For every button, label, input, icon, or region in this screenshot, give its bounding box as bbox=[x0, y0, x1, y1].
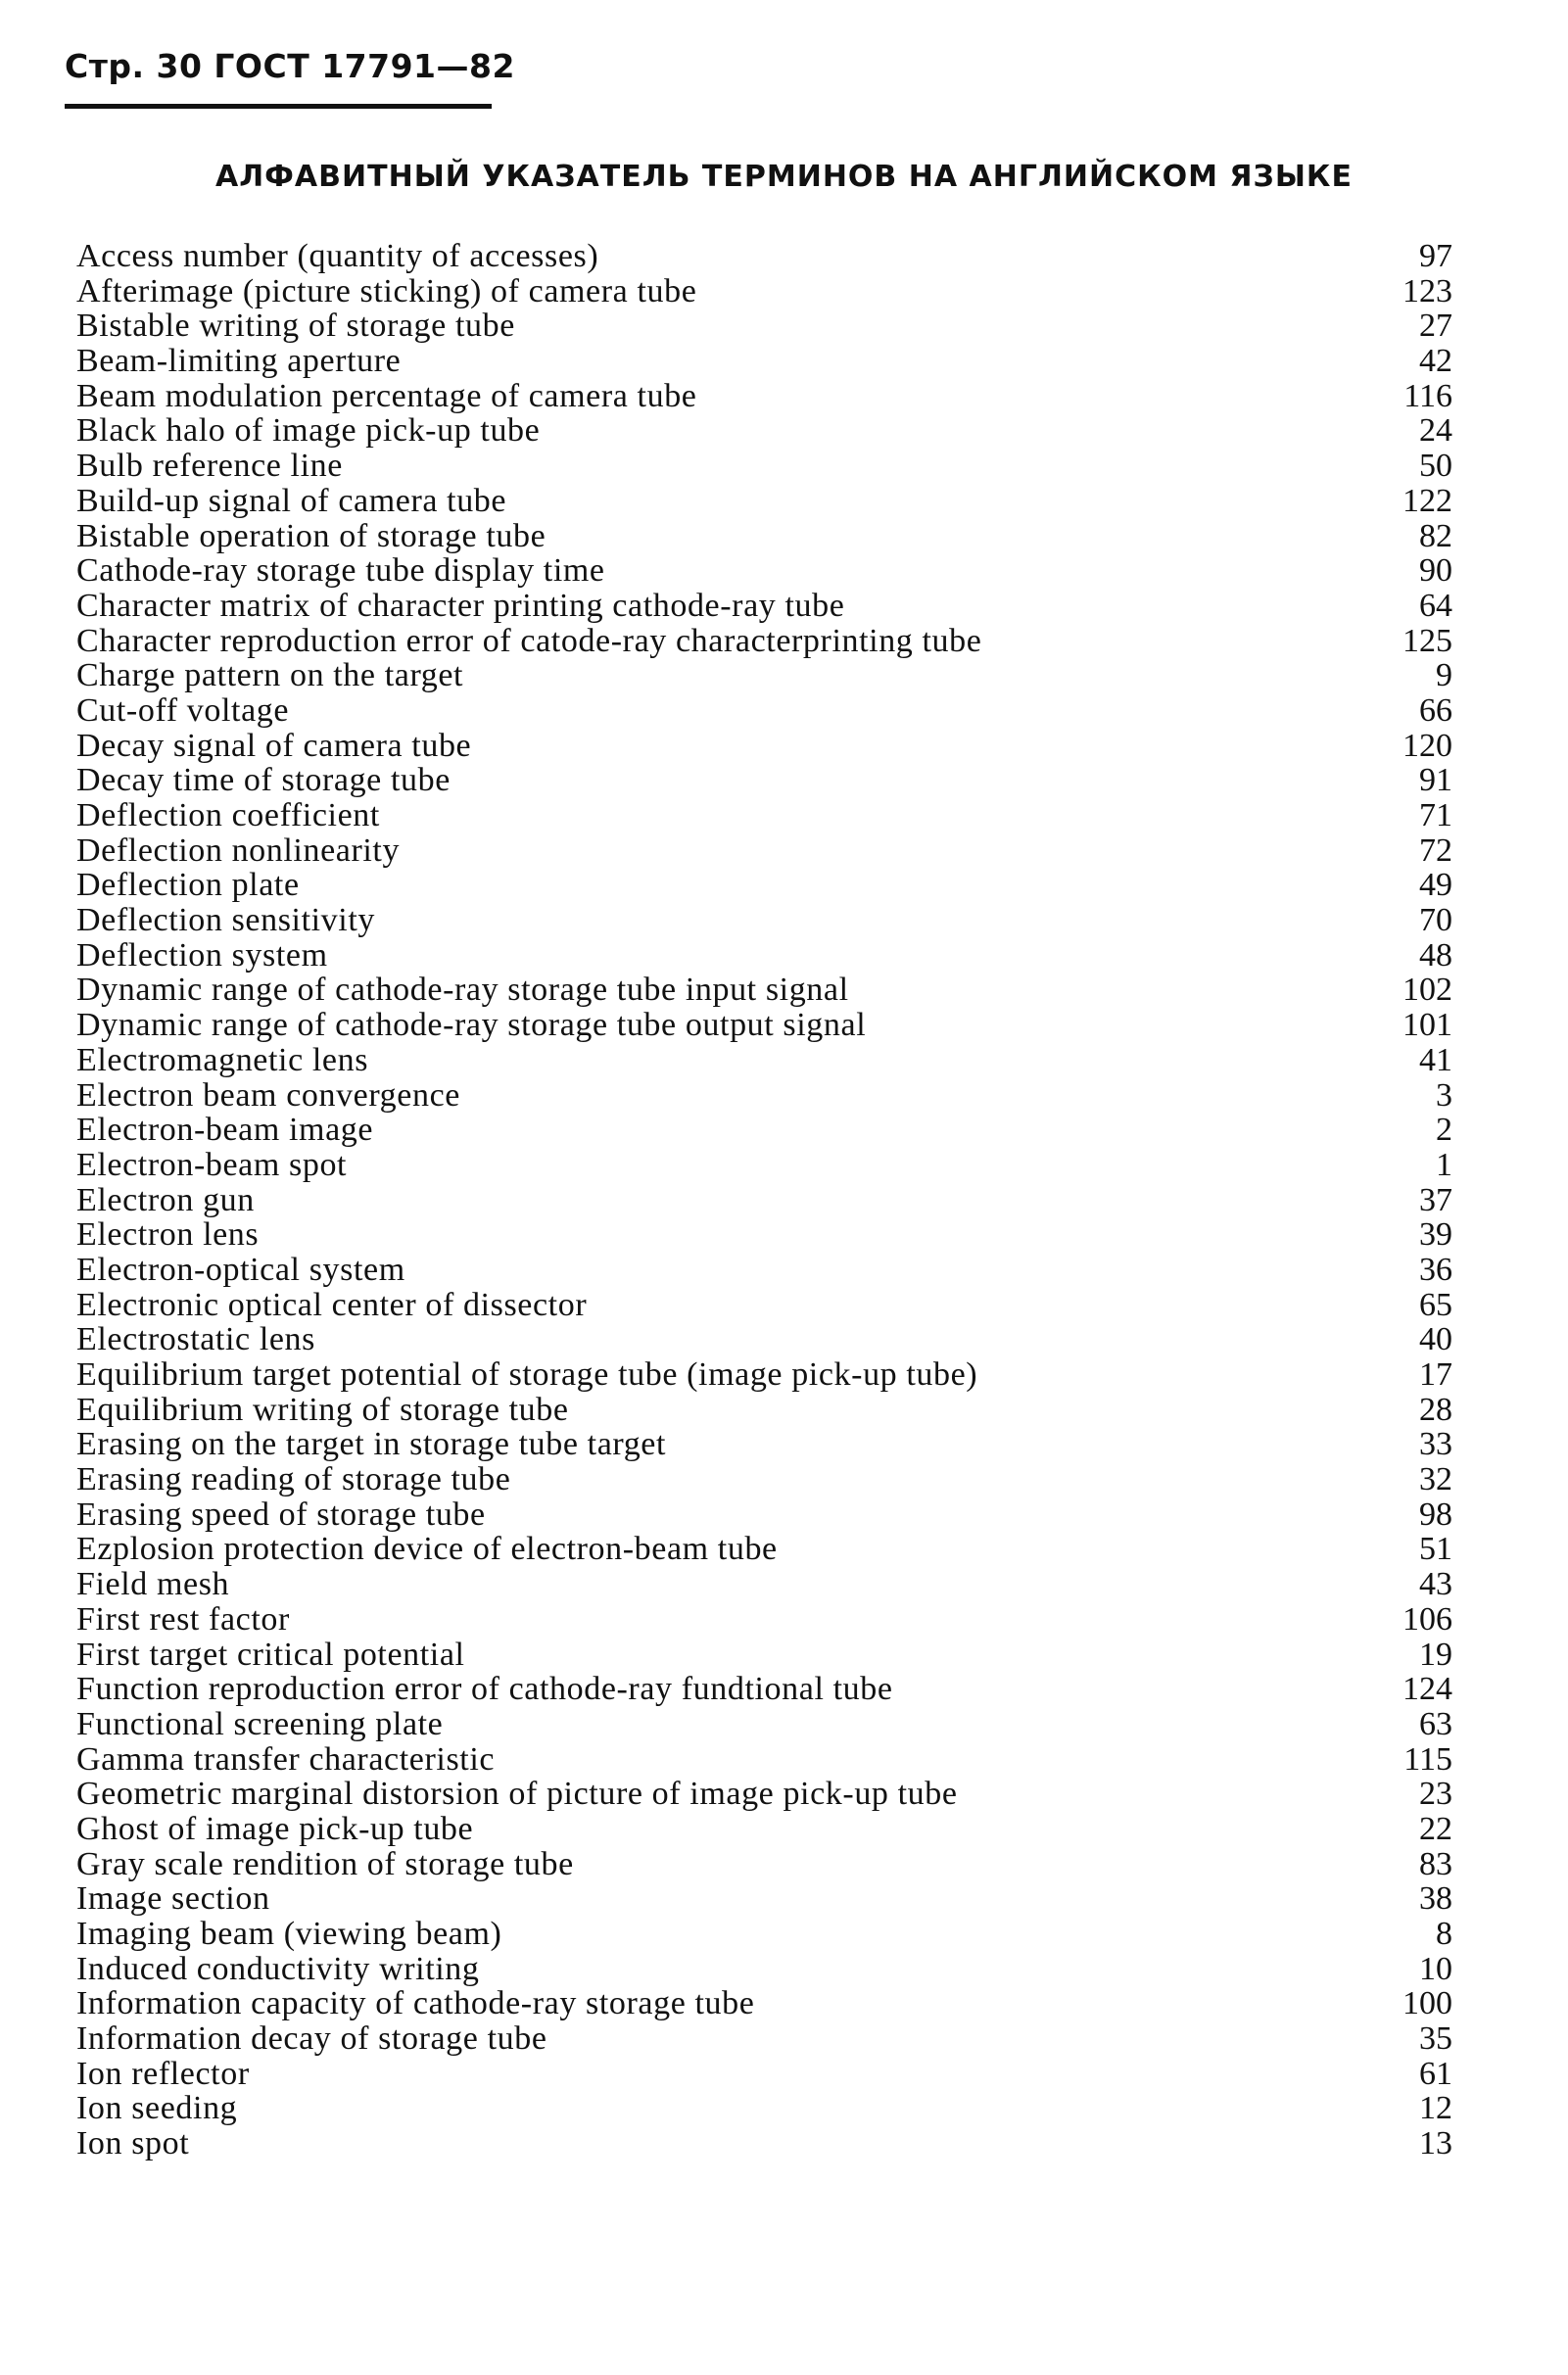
index-term-number: 122 bbox=[1402, 482, 1452, 519]
index-entry bbox=[76, 1532, 1452, 1567]
index-term-number: 64 bbox=[1419, 587, 1452, 624]
index-term: Charge pattern on the target bbox=[76, 657, 464, 694]
index-entry bbox=[76, 413, 1452, 449]
index-entry bbox=[76, 2057, 1452, 2092]
index-term-number: 91 bbox=[1419, 762, 1452, 799]
index-entry bbox=[76, 658, 1452, 693]
index-term-number: 24 bbox=[1419, 412, 1452, 450]
index-term: Geometric marginal distorsion of picture of image pick-up tube bbox=[76, 1776, 958, 1813]
index-entry bbox=[76, 1393, 1452, 1428]
index-term: Ion spot bbox=[76, 2125, 190, 2162]
index-entry bbox=[76, 1812, 1452, 1847]
index-entry bbox=[76, 1148, 1452, 1183]
index-entry bbox=[76, 729, 1452, 764]
index-entry bbox=[76, 344, 1452, 379]
index-term: Erasing speed of storage tube bbox=[76, 1496, 486, 1533]
index-term: First target critical potential bbox=[76, 1636, 465, 1673]
index-entry bbox=[76, 1253, 1452, 1288]
index-term-number: 50 bbox=[1419, 448, 1452, 485]
index-term: Beam-limiting aperture bbox=[76, 343, 402, 380]
index-term-number: 2 bbox=[1436, 1112, 1452, 1149]
index-entry bbox=[76, 1078, 1452, 1114]
index-term: Image section bbox=[76, 1880, 270, 1918]
header-divider bbox=[65, 104, 492, 109]
index-term-number: 66 bbox=[1419, 691, 1452, 729]
index-term-number: 82 bbox=[1419, 517, 1452, 554]
index-term-number: 12 bbox=[1419, 2090, 1452, 2127]
index-term-number: 120 bbox=[1402, 727, 1452, 764]
index-term-number: 1 bbox=[1436, 1146, 1452, 1183]
index-entry bbox=[76, 624, 1452, 659]
index-term-number: 41 bbox=[1419, 1041, 1452, 1078]
index-term-number: 51 bbox=[1419, 1531, 1452, 1568]
index-term-number: 61 bbox=[1419, 2055, 1452, 2092]
index-term-number: 97 bbox=[1419, 238, 1452, 274]
index-term: Deflection sensitivity bbox=[76, 902, 375, 939]
index-term-number: 39 bbox=[1419, 1216, 1452, 1254]
index-term: Erasing on the target in storage tube target bbox=[76, 1426, 667, 1463]
index-term: Deflection plate bbox=[76, 867, 300, 904]
index-term-number: 23 bbox=[1419, 1776, 1452, 1813]
index-term: Electrostatic lens bbox=[76, 1321, 315, 1358]
index-term-number: 101 bbox=[1402, 1007, 1452, 1044]
index-term: Electromagnetic lens bbox=[76, 1041, 369, 1078]
index-term: Electron-beam image bbox=[76, 1112, 374, 1149]
index-term: Information capacity of cathode-ray storage tube bbox=[76, 1985, 755, 2022]
index-term-number: 19 bbox=[1419, 1636, 1452, 1673]
index-entry bbox=[76, 239, 1452, 274]
index-entry bbox=[76, 1217, 1452, 1253]
index-term: Decay signal of camera tube bbox=[76, 727, 472, 764]
index-term-number: 38 bbox=[1419, 1880, 1452, 1918]
index-entry bbox=[76, 1742, 1452, 1778]
index-term-number: 90 bbox=[1419, 552, 1452, 590]
index-entry bbox=[76, 2091, 1452, 2126]
index-entry bbox=[76, 1497, 1452, 1533]
index-term-number: 102 bbox=[1402, 972, 1452, 1009]
index-term: Electron lens bbox=[76, 1216, 260, 1254]
index-entry bbox=[76, 2126, 1452, 2161]
index-term-number: 35 bbox=[1419, 2020, 1452, 2058]
index-term-number: 37 bbox=[1419, 1181, 1452, 1218]
index-term: Access number (quantity of accesses) bbox=[76, 238, 599, 274]
index-term-number: 124 bbox=[1402, 1671, 1452, 1708]
index-term: Deflection coefficient bbox=[76, 797, 380, 833]
index-term-number: 63 bbox=[1419, 1705, 1452, 1742]
index-entry bbox=[76, 1357, 1452, 1393]
index-term: Ion reflector bbox=[76, 2055, 250, 2092]
index-term-number: 106 bbox=[1402, 1600, 1452, 1638]
index-term: Gamma transfer characteristic bbox=[76, 1740, 496, 1778]
index-term-number: 40 bbox=[1419, 1321, 1452, 1358]
index-entry bbox=[76, 1707, 1452, 1742]
index-term: Ion seeding bbox=[76, 2090, 238, 2127]
index-term: Equilibrium writing of storage tube bbox=[76, 1391, 569, 1428]
index-term: Afterimage (picture sticking) of camera tube bbox=[76, 272, 697, 309]
index-entry bbox=[76, 833, 1452, 869]
index-term-number: 115 bbox=[1403, 1740, 1452, 1778]
index-term-number: 17 bbox=[1419, 1356, 1452, 1393]
term-index-list bbox=[76, 239, 1452, 2161]
index-term: Cut-off voltage bbox=[76, 691, 290, 729]
index-term: Bistable operation of storage tube bbox=[76, 517, 546, 554]
index-term: Decay time of storage tube bbox=[76, 762, 451, 799]
index-term: Function reproduction error of cathode-ray fundtional tube bbox=[76, 1671, 893, 1708]
index-entry bbox=[76, 379, 1452, 414]
index-term: Character reproduction error of catode-ray characterprinting tube bbox=[76, 622, 982, 659]
index-term-number: 32 bbox=[1419, 1461, 1452, 1498]
index-term: Information decay of storage tube bbox=[76, 2020, 547, 2058]
index-term-number: 9 bbox=[1436, 657, 1452, 694]
index-term: Electron-optical system bbox=[76, 1251, 405, 1288]
index-entry bbox=[76, 1602, 1452, 1638]
index-term-number: 3 bbox=[1436, 1076, 1452, 1114]
index-term-number: 22 bbox=[1419, 1810, 1452, 1847]
index-term-number: 10 bbox=[1419, 1950, 1452, 1987]
index-term-number: 28 bbox=[1419, 1391, 1452, 1428]
index-term-number: 65 bbox=[1419, 1286, 1452, 1323]
index-entry bbox=[76, 309, 1452, 344]
index-term-number: 8 bbox=[1436, 1916, 1452, 1952]
index-entry bbox=[76, 1847, 1452, 1882]
index-term-number: 49 bbox=[1419, 867, 1452, 904]
index-entry bbox=[76, 1777, 1452, 1812]
index-entry bbox=[76, 1113, 1452, 1148]
index-term: Imaging beam (viewing beam) bbox=[76, 1916, 502, 1952]
index-entry bbox=[76, 2021, 1452, 2057]
index-term: Ezplosion protection device of electron-beam tube bbox=[76, 1531, 778, 1568]
index-term: Deflection nonlinearity bbox=[76, 831, 401, 869]
index-entry bbox=[76, 1567, 1452, 1602]
index-term: Character matrix of character printing cathode-ray tube bbox=[76, 587, 845, 624]
index-term-number: 42 bbox=[1419, 343, 1452, 380]
index-term-number: 123 bbox=[1402, 272, 1452, 309]
index-entry bbox=[76, 274, 1452, 309]
index-term: Electron beam convergence bbox=[76, 1076, 460, 1114]
index-term-number: 27 bbox=[1419, 308, 1452, 345]
index-term-number: 125 bbox=[1402, 622, 1452, 659]
index-term: Bistable writing of storage tube bbox=[76, 308, 515, 345]
index-term: Ghost of image pick-up tube bbox=[76, 1810, 474, 1847]
page-header: Стр. 30 ГОСТ 17791—82 bbox=[65, 47, 515, 85]
index-term-number: 72 bbox=[1419, 831, 1452, 869]
index-entry bbox=[76, 1462, 1452, 1497]
index-term: Electronic optical center of dissector bbox=[76, 1286, 588, 1323]
index-term-number: 98 bbox=[1419, 1496, 1452, 1533]
index-entry bbox=[76, 1638, 1452, 1673]
index-term: Bulb reference line bbox=[76, 448, 343, 485]
index-entry bbox=[76, 1183, 1452, 1218]
index-entry bbox=[76, 938, 1452, 974]
index-term: Dynamic range of cathode-ray storage tube output signal bbox=[76, 1007, 867, 1044]
index-term: First rest factor bbox=[76, 1600, 290, 1638]
index-entry bbox=[76, 1986, 1452, 2021]
index-entry bbox=[76, 1008, 1452, 1043]
index-entry bbox=[76, 519, 1452, 554]
index-term-number: 48 bbox=[1419, 936, 1452, 974]
index-entry bbox=[76, 903, 1452, 938]
index-term-number: 36 bbox=[1419, 1251, 1452, 1288]
index-entry bbox=[76, 449, 1452, 484]
index-term: Equilibrium target potential of storage tube (image pick-up tube) bbox=[76, 1356, 978, 1393]
index-term: Deflection system bbox=[76, 936, 328, 974]
index-entry bbox=[76, 1288, 1452, 1323]
index-term: Field mesh bbox=[76, 1566, 230, 1603]
index-term-number: 100 bbox=[1402, 1985, 1452, 2022]
index-entry bbox=[76, 589, 1452, 624]
index-entry bbox=[76, 553, 1452, 589]
index-term-number: 33 bbox=[1419, 1426, 1452, 1463]
index-term: Black halo of image pick-up tube bbox=[76, 412, 541, 450]
index-term-number: 83 bbox=[1419, 1845, 1452, 1882]
index-term-number: 70 bbox=[1419, 902, 1452, 939]
index-term: Electron gun bbox=[76, 1181, 255, 1218]
index-term-number: 13 bbox=[1419, 2125, 1452, 2162]
index-term: Build-up signal of camera tube bbox=[76, 482, 507, 519]
index-entry bbox=[76, 1881, 1452, 1917]
index-entry bbox=[76, 973, 1452, 1008]
index-entry bbox=[76, 1322, 1452, 1357]
index-entry bbox=[76, 484, 1452, 519]
index-entry bbox=[76, 1043, 1452, 1078]
index-title: АЛФАВИТНЫЙ УКАЗАТЕЛЬ ТЕРМИНОВ НА АНГЛИЙСКОМ ЯЗЫКЕ bbox=[215, 160, 1353, 194]
index-entry bbox=[76, 1672, 1452, 1707]
index-entry bbox=[76, 798, 1452, 833]
index-term: Cathode-ray storage tube display time bbox=[76, 552, 605, 590]
index-term-number: 116 bbox=[1403, 377, 1452, 414]
index-term: Induced conductivity writing bbox=[76, 1950, 480, 1987]
index-term: Gray scale rendition of storage tube bbox=[76, 1845, 574, 1882]
index-entry bbox=[76, 868, 1452, 903]
index-entry bbox=[76, 693, 1452, 729]
index-term: Dynamic range of cathode-ray storage tube input signal bbox=[76, 972, 849, 1009]
index-term: Beam modulation percentage of camera tube bbox=[76, 377, 697, 414]
index-term: Electron-beam spot bbox=[76, 1146, 348, 1183]
index-entry bbox=[76, 1952, 1452, 1987]
index-term-number: 43 bbox=[1419, 1566, 1452, 1603]
index-entry bbox=[76, 763, 1452, 798]
index-entry bbox=[76, 1427, 1452, 1462]
index-entry bbox=[76, 1917, 1452, 1952]
index-term: Erasing reading of storage tube bbox=[76, 1461, 511, 1498]
index-term: Functional screening plate bbox=[76, 1705, 444, 1742]
index-term-number: 71 bbox=[1419, 797, 1452, 833]
